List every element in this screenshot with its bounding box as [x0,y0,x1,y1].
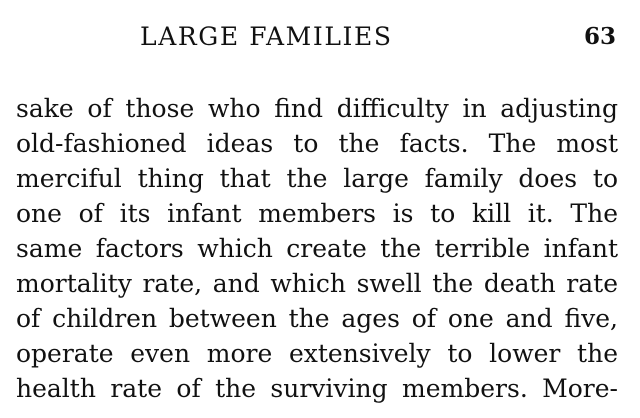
text-line: health rate of the surviving members. More- [16,374,618,403]
running-title: LARGE FAMILIES [140,22,393,51]
text-line: same factors which create the terrible infant [16,234,618,263]
body-paragraph [16,91,618,405]
text-line: old-fashioned ideas to the facts. The most [16,129,618,158]
text-line: operate even more extensively to lower the [16,339,618,368]
text-line: mortality rate, and which swell the death rate [16,269,618,298]
page-number: 63 [583,23,616,50]
text-line: merciful thing that the large family does to [16,164,618,193]
text-line: sake of those who find difficulty in adjusting [16,94,618,123]
text-line: of children between the ages of one and five, [16,304,618,333]
running-head [0,20,640,54]
text-line: one of its infant members is to kill it. The [16,199,618,228]
